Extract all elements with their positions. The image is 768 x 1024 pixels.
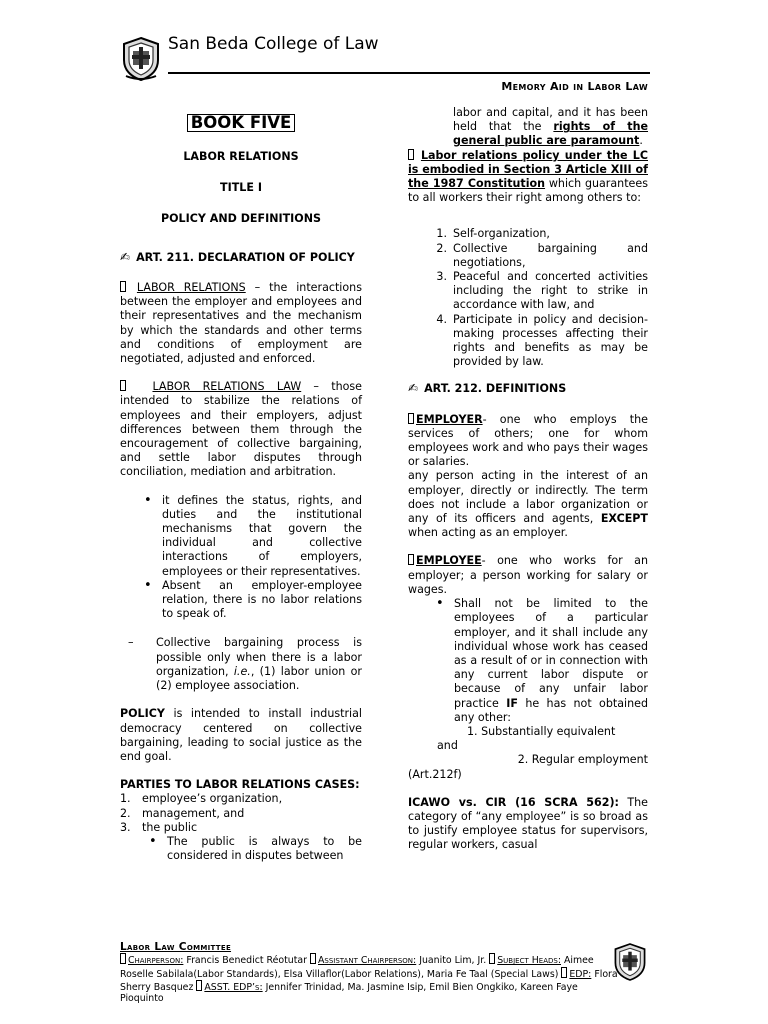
policy-definitions-heading: POLICY AND DEFINITIONS	[160, 211, 322, 225]
writing-hand-icon: ✍	[120, 249, 131, 264]
collective-bargaining-note: – Collective bargaining process is possible only when there is a labor organization, i.e., (1) labor union or (2) employee association.	[128, 636, 362, 693]
list-item: 1. Self-organization,	[436, 227, 550, 241]
checkbox-bullet-icon	[489, 953, 495, 964]
right-column	[408, 106, 648, 853]
checkbox-bullet-icon	[408, 413, 414, 424]
footer-seal-logo	[612, 942, 648, 982]
list-item: • it defines the status, rights, and duties and the institutional mechanisms that govern the individual and collective interactions of employers, employees or their representatives.	[140, 494, 362, 579]
checkbox-bullet-icon	[120, 281, 126, 292]
header-title: San Beda College of Law	[168, 34, 379, 54]
list-item: 2. Collective bargaining and negotiations,	[436, 241, 648, 269]
header-subtitle: Memory Aid in Labor Law	[501, 80, 648, 93]
list-item: • Shall not be limited to the employees of a particular employer, and it shall include any individual whose work has ceased as a result of or in connection with any current labor dispute or because of any unfair labor practice IF he has not obtained any other:	[432, 597, 648, 725]
workers-rights-list	[408, 227, 648, 369]
section-heading-labor-relations: LABOR RELATIONS	[183, 150, 299, 164]
policy-paragraph: POLICY is intended to install industrial democracy centered on collective bargaining, leading to social justice as the end goal.	[120, 707, 362, 763]
college-seal-logo	[120, 36, 162, 82]
labor-relations-law-definition: LABOR RELATIONS LAW – those intended to stabilize the relations of employees and their employers, adjust differences between them through the encouragement of collective bargaining, and settle labor disputes through conciliation, mediation and arbitration.	[120, 380, 362, 479]
footer	[120, 942, 640, 1004]
footer-committee: Labor Law Committee	[120, 941, 232, 953]
sub-item-1: 1. Substantially equivalent	[467, 724, 616, 738]
checkbox-bullet-icon	[561, 967, 567, 978]
checkbox-bullet-icon	[408, 149, 414, 160]
checkbox-bullet-icon	[310, 953, 316, 964]
footer-credits: Chairperson: Francis Benedict Réotutar Assistant Chairperson: Juanito Lim, Jr. Subject Heads: Aimee Roselle Sabilala(Labor Standards), Elsa Villaflor(Labor Relations), Maria Fe Taal (Special Laws) EDP: Flora Sherry Basquez ASST. EDP’s: Jennifer Trinidad, Ma. Jasmine Isip, Emil Bien Ongkiko, Kareen Faye Pioquinto	[120, 955, 618, 1005]
sub-and: and	[437, 739, 458, 753]
list-item: 3. Peaceful and concerted activities including the right to strike in accordance with law, and	[436, 270, 648, 312]
icawo-case-paragraph: ICAWO vs. CIR (16 SCRA 562): The category of “any employee” is so broad as to justify employee status for supervisors, regular workers, casual	[408, 795, 648, 852]
employee-definition: EMPLOYEE- one who works for an employer; a person working for salary or wages.	[408, 554, 648, 596]
labor-relations-definition: LABOR RELATIONS – the interactions between the employer and employees and their representatives and the mechanism by which the standards and other terms and conditions of employment are negotiated, adjusted and enforced.	[120, 281, 362, 366]
left-column	[120, 114, 362, 863]
art-211-heading: ✍ ART. 211. DECLARATION OF POLICY	[120, 249, 355, 264]
checkbox-bullet-icon	[196, 980, 202, 991]
writing-hand-icon: ✍	[408, 381, 419, 396]
checkbox-bullet-icon	[408, 554, 414, 565]
employer-definition-2: any person acting in the interest of an employer, directly or indirectly. The term does not include a labor organization or any of its officers and agents, EXCEPT when acting as an employer.	[408, 469, 648, 540]
public-interest-paragraph: labor and capital, and it has been held that the rights of the general public are paramount.	[453, 106, 649, 148]
list-item: 3. the public	[120, 820, 198, 834]
parties-list	[120, 792, 362, 835]
list-item: • Absent an employer-employee relation, there is no labor relations to speak of.	[140, 579, 362, 622]
list-item: • The public is always to be considered in disputes between	[145, 835, 362, 863]
checkbox-bullet-icon	[120, 953, 126, 964]
title-number: TITLE I	[220, 181, 262, 195]
list-item: 4. Participate in policy and decision-making processes affecting their rights and benefits as may be provided by law.	[436, 312, 648, 369]
employee-bullet-list	[408, 597, 648, 725]
constitution-paragraph: Labor relations policy under the LC is embodied in Section 3 Article XIII of the 1987 Constitution which guarantees to all workers their right among others to:	[408, 148, 648, 205]
list-item: 1. employee’s organization,	[120, 792, 283, 806]
art-212-heading: ✍ ART. 212. DEFINITIONS	[408, 381, 567, 396]
list-item: 2. management, and	[120, 806, 245, 820]
public-bullet-list	[120, 835, 362, 863]
article-reference: (Art.212f)	[408, 767, 462, 781]
sub-item-2: 2. Regular employment	[517, 753, 648, 767]
book-title: BOOK FIVE	[187, 114, 296, 132]
parties-heading: PARTIES TO LABOR RELATIONS CASES:	[120, 778, 360, 792]
lr-bullet-list	[120, 494, 362, 622]
checkbox-bullet-icon	[120, 380, 126, 391]
employer-definition: EMPLOYER- one who employs the services of others; one for whom employees work and who pays their wages or salaries.	[408, 412, 648, 469]
header-rule	[168, 72, 650, 74]
